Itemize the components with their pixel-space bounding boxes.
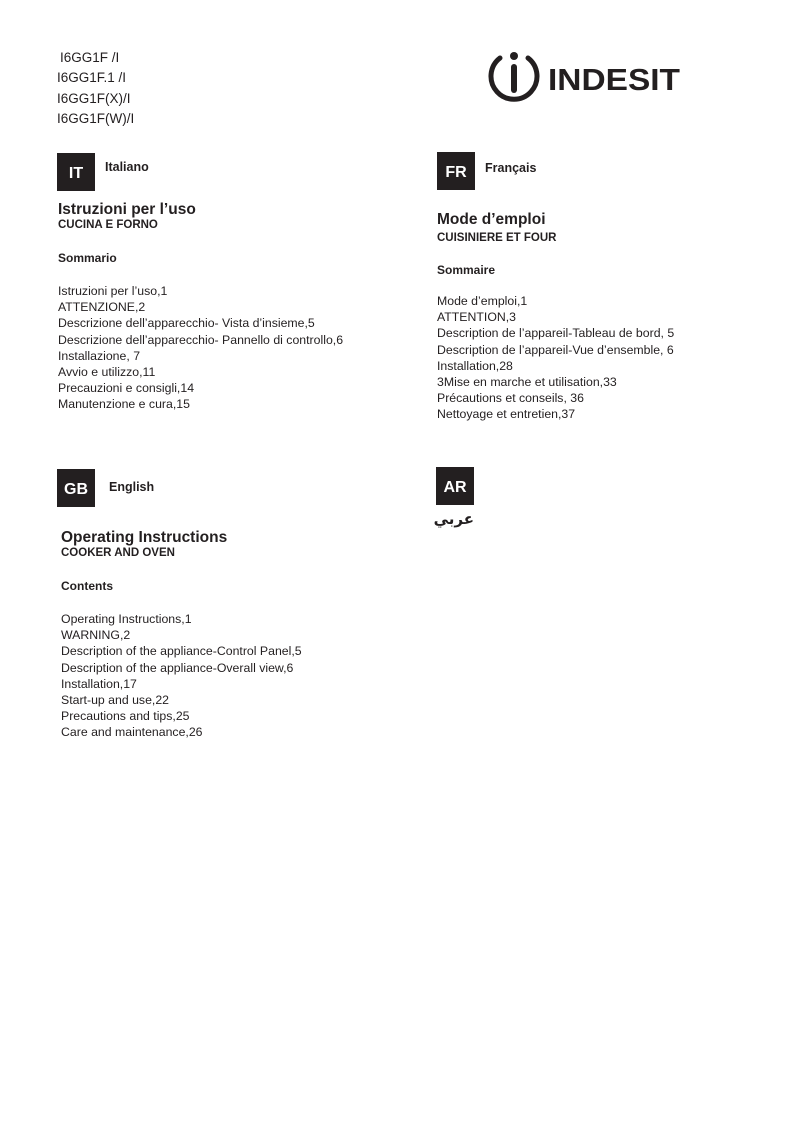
language-name: Italiano	[105, 160, 149, 174]
contents-heading: Contents	[61, 579, 113, 593]
indesit-logo	[486, 50, 682, 106]
contents-heading: Sommario	[58, 251, 117, 265]
contents-item: Installation,17	[61, 676, 137, 691]
contents-item: Avvio e utilizzo,11	[58, 365, 156, 380]
contents-item: Nettoyage et entretien,37	[437, 407, 576, 422]
contents-item: ATTENZIONE,2	[58, 300, 146, 315]
model-number: I6GG1F.1 /I	[57, 70, 127, 86]
contents-item: ATTENTION,3	[437, 310, 517, 325]
language-name: Français	[485, 161, 537, 175]
section-title: Mode d’emploi	[437, 211, 546, 228]
contents-item: Start-up and use,22	[61, 693, 170, 708]
section-subtitle: COOKER AND OVEN	[61, 547, 175, 559]
model-list	[57, 48, 134, 129]
section-subtitle: CUCINA E FORNO	[58, 219, 158, 231]
model-number: I6GG1F /I	[60, 50, 120, 65]
svg-text:INDESIT: INDESIT	[548, 62, 681, 97]
contents-item: Precauzioni e consigli,14	[58, 381, 195, 396]
language-code-badge: FR	[437, 152, 475, 190]
contents-item: Installazione, 7	[58, 348, 141, 363]
contents-item: Description de l’appareil-Tableau de bord, 5	[437, 326, 675, 341]
contents-list	[58, 283, 343, 413]
contents-item: Descrizione dell’apparecchio- Vista d’insieme,5	[58, 316, 315, 331]
language-code-badge: IT	[57, 153, 95, 191]
contents-item: Précautions et conseils, 36	[437, 391, 584, 406]
section-title: Istruzioni per l’uso	[58, 201, 196, 218]
contents-item: Description of the appliance-Overall view,6	[61, 660, 294, 675]
contents-item: Mode d’emploi,1	[437, 294, 528, 308]
section-title: Operating Instructions	[61, 529, 228, 546]
language-code-badge: AR	[436, 467, 474, 505]
contents-item: Istruzioni per l’uso,1	[58, 284, 168, 298]
language-code-badge: GB	[57, 469, 95, 507]
contents-item: Operating Instructions,1	[61, 612, 192, 626]
contents-item: Description of the appliance-Control Panel,5	[61, 644, 302, 659]
language-name: عربي	[433, 510, 474, 528]
contents-item: Installation,28	[437, 358, 513, 373]
section-subtitle: CUISINIERE ET FOUR	[437, 232, 557, 244]
contents-item: Care and maintenance,26	[61, 725, 203, 740]
model-number: I6GG1F(X)/I	[57, 90, 131, 106]
contents-list	[61, 611, 302, 741]
contents-item: Manutenzione e cura,15	[58, 397, 190, 412]
contents-item: Description de l’appareil-Vue d’ensemble, 6	[437, 342, 674, 357]
contents-list	[437, 293, 674, 423]
contents-item: Descrizione dell’apparecchio- Pannello di controllo,6	[58, 332, 344, 347]
contents-heading: Sommaire	[437, 263, 496, 277]
model-number: I6GG1F(W)/I	[57, 110, 135, 126]
contents-item: 3Mise en marche et utilisation,33	[437, 375, 617, 390]
language-name: English	[109, 480, 155, 494]
contents-item: WARNING,2	[61, 628, 131, 643]
contents-item: Precautions and tips,25	[61, 709, 190, 724]
